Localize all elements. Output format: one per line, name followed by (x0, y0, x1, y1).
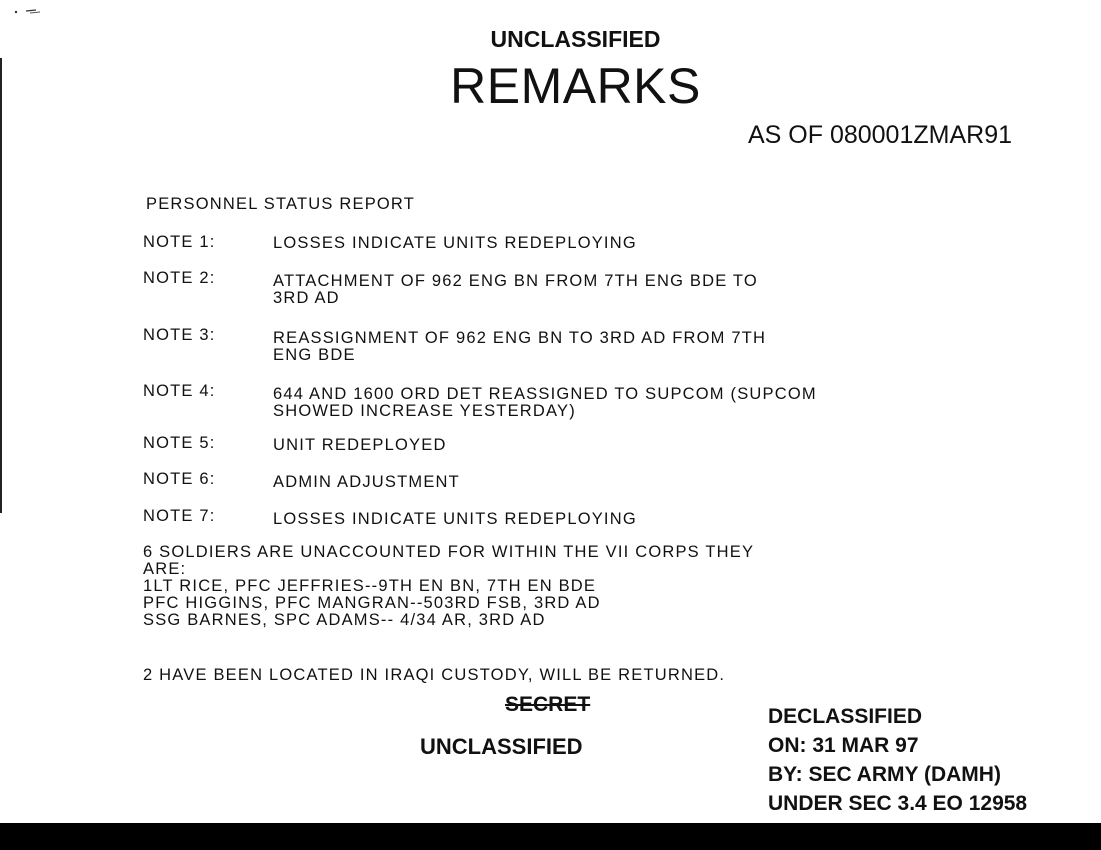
note-text: 644 AND 1600 ORD DET REASSIGNED TO SUPCOM (SUPCOM SHOWED INCREASE YESTERDAY) (273, 385, 817, 420)
unaccounted-soldiers-paragraph: 6 SOLDIERS ARE UNACCOUNTED FOR WITHIN THE VII CORPS THEY ARE: 1LT RICE, PFC JEFFRIES--9TH EN BN, 7TH EN BDE PFC HIGGINS, PFC MANGRAN--503RD FSB, 3RD AD SSG BARNES, SPC ADAMS-- 4/34 AR, 3RD AD (143, 543, 755, 629)
note-label: NOTE 4: (143, 382, 216, 400)
report-title: PERSONNEL STATUS REPORT (146, 195, 416, 213)
scan-artifact (14, 2, 44, 12)
declassified-stamp-line: DECLASSIFIED (768, 705, 923, 728)
declassified-stamp-line: BY: SEC ARMY (DAMH) (768, 763, 1001, 786)
note-label: NOTE 5: (143, 434, 216, 452)
note-text: LOSSES INDICATE UNITS REDEPLOYING (273, 234, 637, 252)
note-text: REASSIGNMENT OF 962 ENG BN TO 3RD AD FROM 7TH ENG BDE (273, 329, 767, 364)
note-text: LOSSES INDICATE UNITS REDEPLOYING (273, 510, 637, 528)
declassified-stamp-line: UNDER SEC 3.4 EO 12958 (768, 792, 1028, 815)
note-label: NOTE 1: (143, 233, 216, 251)
located-statement: 2 HAVE BEEN LOCATED IN IRAQI CUSTODY, WILL BE RETURNED. (143, 666, 726, 684)
note-text: UNIT REDEPLOYED (273, 436, 447, 454)
note-label: NOTE 2: (143, 269, 216, 287)
scan-bottom-edge (0, 823, 1101, 850)
as-of-date: AS OF 080001ZMAR91 (747, 121, 1012, 149)
note-label: NOTE 7: (143, 507, 216, 525)
page-title: REMARKS (450, 58, 701, 114)
footer-classification: UNCLASSIFIED (420, 734, 583, 759)
struck-classification-marking: SECRET (505, 693, 591, 716)
note-text: ATTACHMENT OF 962 ENG BN FROM 7TH ENG BDE TO 3RD AD (273, 272, 758, 307)
note-text: ADMIN ADJUSTMENT (273, 473, 460, 491)
declassified-stamp-line: ON: 31 MAR 97 (768, 734, 919, 757)
note-label: NOTE 6: (143, 470, 216, 488)
header-classification: UNCLASSIFIED (490, 26, 661, 52)
note-label: NOTE 3: (143, 326, 216, 344)
